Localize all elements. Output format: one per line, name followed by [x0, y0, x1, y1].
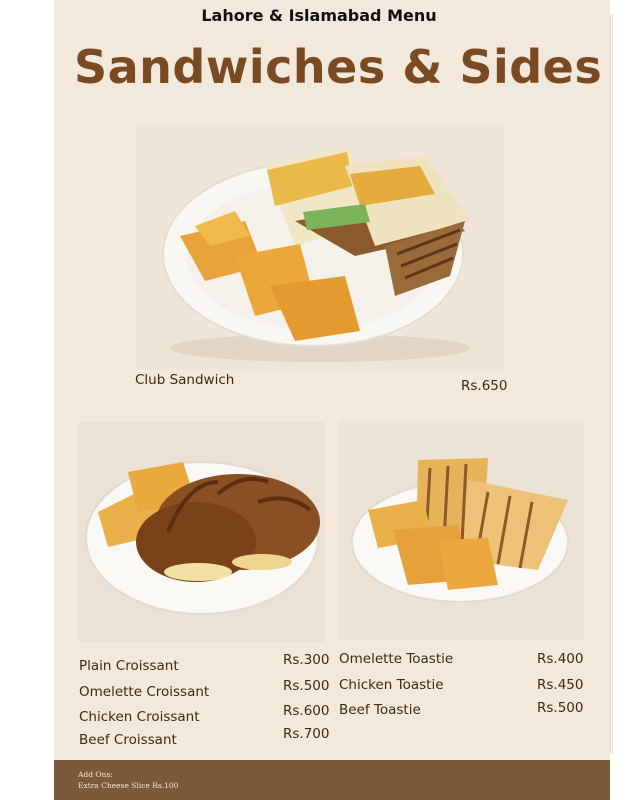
toastie-item-name: Beef Toastie — [339, 702, 421, 718]
toastie-photo — [338, 420, 584, 640]
addons-heading: Add Ons: — [78, 770, 113, 779]
menu-page — [54, 0, 610, 800]
addons-footer — [54, 760, 610, 800]
page-edge-rule-inner — [612, 14, 613, 754]
page-title: Sandwiches & Sides — [74, 40, 603, 94]
toastie-item-price: Rs.400 — [537, 651, 584, 667]
location-title: Lahore & Islamabad Menu — [201, 6, 437, 25]
toastie-item-name: Chicken Toastie — [339, 677, 444, 693]
club-sandwich-price: Rs.650 — [461, 378, 508, 394]
club-sandwich-photo — [135, 126, 505, 370]
croissant-item-price: Rs.500 — [283, 678, 330, 694]
croissant-item-price: Rs.600 — [283, 703, 330, 719]
toastie-item-name: Omelette Toastie — [339, 651, 454, 667]
croissant-photo — [78, 422, 325, 642]
toastie-item-price: Rs.450 — [537, 677, 584, 693]
addon-line: Extra Cheese Slice Rs.100 — [78, 781, 179, 790]
croissant-item-name: Omelette Croissant — [79, 684, 210, 700]
croissant-item-name: Chicken Croissant — [79, 709, 200, 725]
club-sandwich-name: Club Sandwich — [135, 372, 235, 388]
croissant-item-name: Beef Croissant — [79, 732, 177, 748]
croissant-item-price: Rs.700 — [283, 726, 330, 742]
page-edge-rule — [610, 14, 611, 754]
croissant-item-name: Plain Croissant — [79, 658, 179, 674]
toastie-item-price: Rs.500 — [537, 700, 584, 716]
croissant-item-price: Rs.300 — [283, 652, 330, 668]
